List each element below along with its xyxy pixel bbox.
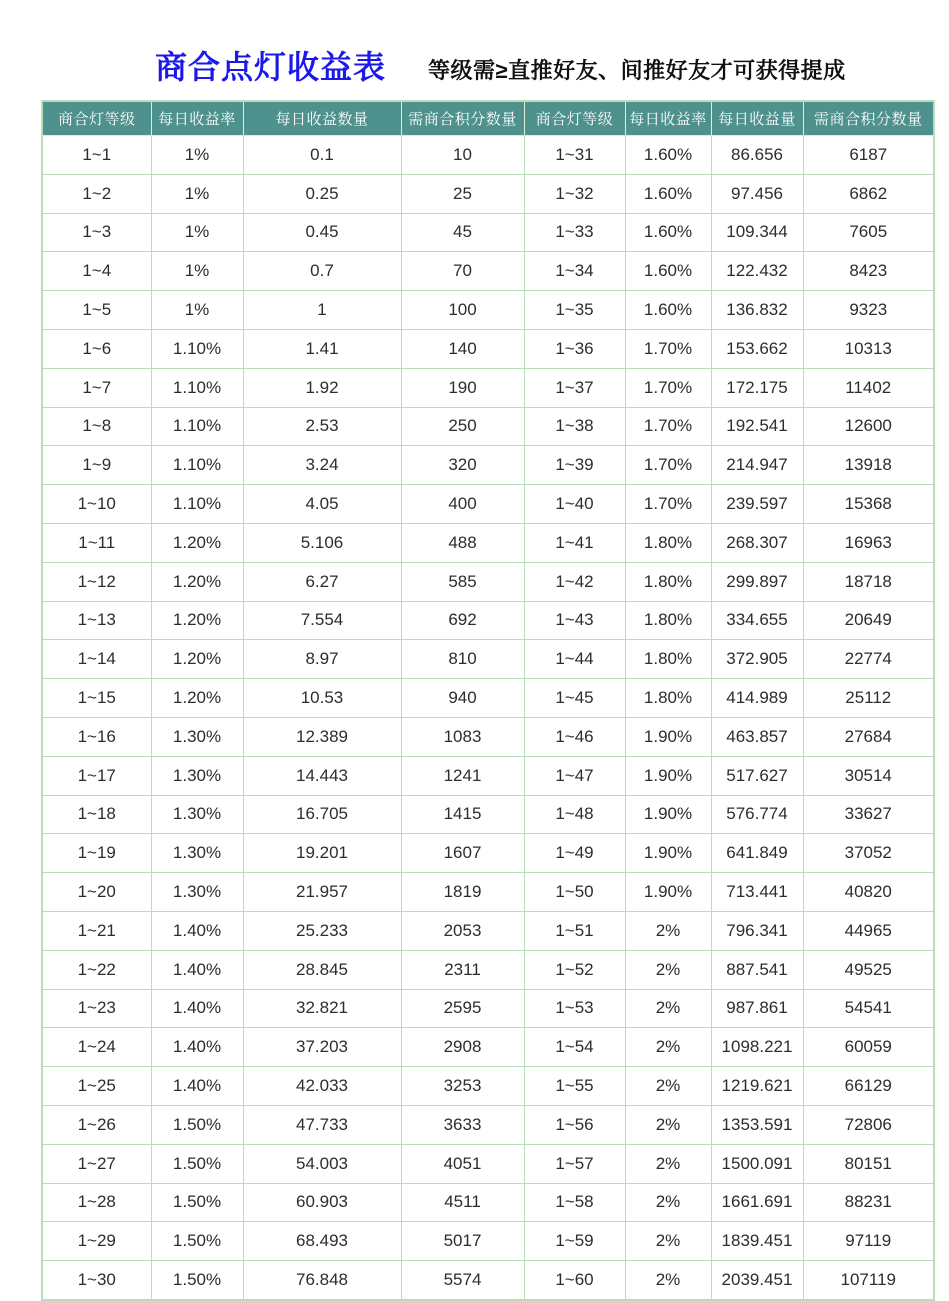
cell-right-level: 1~36: [524, 329, 625, 368]
table-row: [42, 911, 934, 950]
cell-left-daily-income: 0.25: [243, 174, 401, 213]
table-header: [42, 101, 934, 136]
cell-right-required-points: 80151: [803, 1144, 934, 1183]
cell-left-level: 1~30: [42, 1261, 151, 1300]
cell-right-required-points: 22774: [803, 640, 934, 679]
cell-left-level: 1~8: [42, 407, 151, 446]
cell-left-daily-rate: 1%: [151, 213, 243, 252]
cell-left-required-points: 1083: [401, 717, 524, 756]
cell-right-daily-rate: 1.60%: [625, 291, 711, 330]
cell-right-level: 1~42: [524, 562, 625, 601]
cell-right-daily-income: 109.344: [711, 213, 803, 252]
table-row: [42, 1105, 934, 1144]
cell-left-daily-income: 0.7: [243, 252, 401, 291]
cell-right-daily-rate: 1.80%: [625, 523, 711, 562]
cell-right-daily-income: 517.627: [711, 756, 803, 795]
cell-right-required-points: 30514: [803, 756, 934, 795]
cell-left-level: 1~9: [42, 446, 151, 485]
cell-right-daily-income: 414.989: [711, 679, 803, 718]
cell-right-daily-rate: 1.60%: [625, 213, 711, 252]
cell-right-daily-income: 641.849: [711, 834, 803, 873]
cell-left-level: 1~2: [42, 174, 151, 213]
cell-left-daily-rate: 1.20%: [151, 679, 243, 718]
cell-right-required-points: 10313: [803, 329, 934, 368]
cell-left-daily-rate: 1.20%: [151, 562, 243, 601]
cell-right-level: 1~57: [524, 1144, 625, 1183]
cell-left-daily-income: 8.97: [243, 640, 401, 679]
cell-right-level: 1~39: [524, 446, 625, 485]
cell-right-daily-rate: 2%: [625, 1105, 711, 1144]
table-body: [42, 136, 934, 1300]
cell-left-daily-income: 68.493: [243, 1222, 401, 1261]
cell-left-level: 1~1: [42, 136, 151, 175]
page-subtitle: 等级需≥直推好友、间推好友才可获得提成: [428, 58, 846, 83]
cell-right-daily-rate: 1.70%: [625, 446, 711, 485]
cell-left-level: 1~11: [42, 523, 151, 562]
cell-left-daily-rate: 1.40%: [151, 989, 243, 1028]
header-right-daily-rate: 每日收益率: [625, 101, 711, 136]
cell-left-required-points: 250: [401, 407, 524, 446]
cell-left-level: 1~7: [42, 368, 151, 407]
table-row: [42, 291, 934, 330]
cell-right-daily-income: 576.774: [711, 795, 803, 834]
cell-left-daily-rate: 1.30%: [151, 873, 243, 912]
cell-right-level: 1~54: [524, 1028, 625, 1067]
cell-right-level: 1~38: [524, 407, 625, 446]
table-row: [42, 795, 934, 834]
table-row: [42, 136, 934, 175]
cell-left-daily-income: 47.733: [243, 1105, 401, 1144]
cell-left-required-points: 3633: [401, 1105, 524, 1144]
header-left-daily-income: 每日收益数量: [243, 101, 401, 136]
table-row: [42, 174, 934, 213]
cell-right-daily-income: 1500.091: [711, 1144, 803, 1183]
cell-right-level: 1~53: [524, 989, 625, 1028]
header-left-required-points: 需商合积分数量: [401, 101, 524, 136]
cell-left-required-points: 1241: [401, 756, 524, 795]
cell-right-level: 1~52: [524, 950, 625, 989]
table-row: [42, 1144, 934, 1183]
cell-right-level: 1~56: [524, 1105, 625, 1144]
cell-left-level: 1~3: [42, 213, 151, 252]
cell-right-daily-rate: 2%: [625, 989, 711, 1028]
cell-left-level: 1~23: [42, 989, 151, 1028]
cell-right-required-points: 13918: [803, 446, 934, 485]
cell-left-level: 1~27: [42, 1144, 151, 1183]
cell-left-required-points: 585: [401, 562, 524, 601]
cell-right-level: 1~32: [524, 174, 625, 213]
cell-left-daily-rate: 1.30%: [151, 795, 243, 834]
cell-left-required-points: 2311: [401, 950, 524, 989]
cell-right-daily-rate: 2%: [625, 1183, 711, 1222]
cell-left-required-points: 2595: [401, 989, 524, 1028]
cell-left-daily-income: 42.033: [243, 1067, 401, 1106]
cell-left-daily-income: 25.233: [243, 911, 401, 950]
cell-left-daily-income: 1.41: [243, 329, 401, 368]
cell-right-daily-rate: 1.90%: [625, 873, 711, 912]
cell-left-daily-rate: 1.50%: [151, 1183, 243, 1222]
cell-right-required-points: 7605: [803, 213, 934, 252]
cell-left-required-points: 190: [401, 368, 524, 407]
cell-left-level: 1~22: [42, 950, 151, 989]
cell-left-daily-income: 0.45: [243, 213, 401, 252]
table-row: [42, 252, 934, 291]
cell-right-daily-rate: 2%: [625, 911, 711, 950]
cell-left-daily-income: 37.203: [243, 1028, 401, 1067]
cell-right-required-points: 11402: [803, 368, 934, 407]
cell-left-required-points: 5574: [401, 1261, 524, 1300]
table-row: [42, 485, 934, 524]
header-right-required-points: 需商合积分数量: [803, 101, 934, 136]
cell-left-daily-income: 1.92: [243, 368, 401, 407]
cell-right-daily-rate: 1.90%: [625, 756, 711, 795]
cell-right-required-points: 40820: [803, 873, 934, 912]
cell-right-required-points: 18718: [803, 562, 934, 601]
cell-left-daily-income: 3.24: [243, 446, 401, 485]
cell-left-level: 1~6: [42, 329, 151, 368]
cell-right-daily-rate: 2%: [625, 1028, 711, 1067]
cell-left-level: 1~10: [42, 485, 151, 524]
table-row: [42, 640, 934, 679]
table-row: [42, 562, 934, 601]
cell-right-level: 1~33: [524, 213, 625, 252]
cell-right-level: 1~43: [524, 601, 625, 640]
cell-right-daily-rate: 2%: [625, 1222, 711, 1261]
cell-right-daily-income: 214.947: [711, 446, 803, 485]
cell-left-daily-rate: 1.40%: [151, 950, 243, 989]
cell-left-daily-income: 2.53: [243, 407, 401, 446]
cell-left-level: 1~25: [42, 1067, 151, 1106]
cell-right-required-points: 15368: [803, 485, 934, 524]
cell-right-daily-rate: 1.80%: [625, 601, 711, 640]
cell-right-required-points: 49525: [803, 950, 934, 989]
cell-right-daily-rate: 1.70%: [625, 407, 711, 446]
cell-right-level: 1~48: [524, 795, 625, 834]
cell-right-daily-income: 1098.221: [711, 1028, 803, 1067]
cell-left-required-points: 3253: [401, 1067, 524, 1106]
table-row: [42, 1067, 934, 1106]
cell-right-level: 1~51: [524, 911, 625, 950]
cell-right-daily-income: 86.656: [711, 136, 803, 175]
cell-left-required-points: 400: [401, 485, 524, 524]
cell-left-daily-rate: 1.30%: [151, 834, 243, 873]
cell-left-daily-rate: 1.10%: [151, 329, 243, 368]
table-row: [42, 834, 934, 873]
cell-right-daily-rate: 1.90%: [625, 795, 711, 834]
cell-right-daily-income: 1353.591: [711, 1105, 803, 1144]
cell-right-required-points: 33627: [803, 795, 934, 834]
table-row: [42, 601, 934, 640]
cell-left-daily-rate: 1.30%: [151, 717, 243, 756]
cell-left-required-points: 140: [401, 329, 524, 368]
table-row: [42, 213, 934, 252]
cell-left-level: 1~14: [42, 640, 151, 679]
cell-left-daily-rate: 1%: [151, 291, 243, 330]
cell-left-required-points: 940: [401, 679, 524, 718]
table-row: [42, 717, 934, 756]
cell-right-required-points: 66129: [803, 1067, 934, 1106]
cell-right-daily-income: 713.441: [711, 873, 803, 912]
cell-right-daily-income: 372.905: [711, 640, 803, 679]
cell-left-required-points: 4511: [401, 1183, 524, 1222]
cell-left-daily-income: 5.106: [243, 523, 401, 562]
cell-left-level: 1~28: [42, 1183, 151, 1222]
cell-right-required-points: 6187: [803, 136, 934, 175]
cell-right-level: 1~50: [524, 873, 625, 912]
cell-left-required-points: 10: [401, 136, 524, 175]
cell-right-required-points: 54541: [803, 989, 934, 1028]
table-row: [42, 1222, 934, 1261]
cell-left-daily-rate: 1%: [151, 136, 243, 175]
cell-right-daily-income: 172.175: [711, 368, 803, 407]
cell-left-level: 1~24: [42, 1028, 151, 1067]
cell-left-required-points: 5017: [401, 1222, 524, 1261]
cell-left-daily-rate: 1.50%: [151, 1222, 243, 1261]
page-title: 商合点灯收益表: [155, 49, 387, 85]
cell-left-daily-income: 28.845: [243, 950, 401, 989]
cell-right-daily-income: 334.655: [711, 601, 803, 640]
cell-right-level: 1~31: [524, 136, 625, 175]
table-row: [42, 523, 934, 562]
cell-left-daily-rate: 1.10%: [151, 485, 243, 524]
cell-left-daily-income: 16.705: [243, 795, 401, 834]
cell-left-required-points: 2908: [401, 1028, 524, 1067]
cell-right-level: 1~34: [524, 252, 625, 291]
cell-right-required-points: 20649: [803, 601, 934, 640]
page-header: [0, 0, 949, 88]
header-row: [42, 101, 934, 136]
cell-right-daily-rate: 1.90%: [625, 717, 711, 756]
cell-right-daily-rate: 2%: [625, 1144, 711, 1183]
cell-left-daily-income: 32.821: [243, 989, 401, 1028]
cell-left-daily-rate: 1%: [151, 252, 243, 291]
table-row: [42, 989, 934, 1028]
cell-left-daily-rate: 1.20%: [151, 640, 243, 679]
cell-right-required-points: 27684: [803, 717, 934, 756]
cell-right-daily-rate: 1.60%: [625, 136, 711, 175]
cell-right-level: 1~58: [524, 1183, 625, 1222]
cell-left-level: 1~29: [42, 1222, 151, 1261]
cell-left-level: 1~17: [42, 756, 151, 795]
cell-right-required-points: 9323: [803, 291, 934, 330]
earnings-table: [41, 100, 935, 1301]
cell-right-required-points: 88231: [803, 1183, 934, 1222]
cell-right-daily-rate: 1.60%: [625, 252, 711, 291]
cell-right-daily-rate: 1.70%: [625, 329, 711, 368]
header-left-level: 商合灯等级: [42, 101, 151, 136]
cell-left-daily-rate: 1.50%: [151, 1105, 243, 1144]
cell-right-level: 1~60: [524, 1261, 625, 1300]
cell-left-daily-rate: 1.50%: [151, 1261, 243, 1300]
cell-right-daily-rate: 1.80%: [625, 640, 711, 679]
cell-right-required-points: 60059: [803, 1028, 934, 1067]
cell-left-daily-income: 19.201: [243, 834, 401, 873]
cell-right-daily-rate: 1.70%: [625, 368, 711, 407]
cell-left-level: 1~26: [42, 1105, 151, 1144]
cell-right-daily-income: 122.432: [711, 252, 803, 291]
cell-right-daily-income: 987.861: [711, 989, 803, 1028]
cell-right-daily-income: 2039.451: [711, 1261, 803, 1300]
cell-left-daily-income: 10.53: [243, 679, 401, 718]
cell-left-daily-income: 1: [243, 291, 401, 330]
cell-right-daily-income: 796.341: [711, 911, 803, 950]
cell-right-required-points: 6862: [803, 174, 934, 213]
cell-left-required-points: 692: [401, 601, 524, 640]
cell-right-daily-rate: 1.80%: [625, 679, 711, 718]
cell-right-daily-rate: 2%: [625, 950, 711, 989]
header-right-level: 商合灯等级: [524, 101, 625, 136]
cell-right-level: 1~37: [524, 368, 625, 407]
cell-left-level: 1~12: [42, 562, 151, 601]
cell-left-daily-rate: 1.40%: [151, 911, 243, 950]
cell-right-required-points: 44965: [803, 911, 934, 950]
table-row: [42, 368, 934, 407]
cell-left-daily-income: 7.554: [243, 601, 401, 640]
cell-right-required-points: 72806: [803, 1105, 934, 1144]
cell-left-required-points: 1415: [401, 795, 524, 834]
cell-right-required-points: 16963: [803, 523, 934, 562]
cell-left-level: 1~5: [42, 291, 151, 330]
cell-left-daily-income: 76.848: [243, 1261, 401, 1300]
cell-right-level: 1~49: [524, 834, 625, 873]
cell-left-level: 1~21: [42, 911, 151, 950]
cell-left-daily-income: 4.05: [243, 485, 401, 524]
cell-right-daily-rate: 1.80%: [625, 562, 711, 601]
cell-right-required-points: 25112: [803, 679, 934, 718]
cell-left-daily-rate: 1.30%: [151, 756, 243, 795]
cell-right-required-points: 97119: [803, 1222, 934, 1261]
cell-right-level: 1~59: [524, 1222, 625, 1261]
cell-left-required-points: 810: [401, 640, 524, 679]
cell-right-required-points: 107119: [803, 1261, 934, 1300]
cell-right-daily-rate: 1.70%: [625, 485, 711, 524]
cell-right-required-points: 8423: [803, 252, 934, 291]
cell-left-daily-rate: 1.20%: [151, 601, 243, 640]
cell-left-level: 1~19: [42, 834, 151, 873]
cell-right-level: 1~45: [524, 679, 625, 718]
table-row: [42, 950, 934, 989]
cell-right-required-points: 12600: [803, 407, 934, 446]
cell-left-daily-rate: 1.20%: [151, 523, 243, 562]
cell-left-required-points: 1819: [401, 873, 524, 912]
table-row: [42, 756, 934, 795]
cell-right-daily-rate: 1.90%: [625, 834, 711, 873]
cell-right-level: 1~55: [524, 1067, 625, 1106]
table-row: [42, 873, 934, 912]
cell-right-daily-income: 887.541: [711, 950, 803, 989]
cell-left-level: 1~4: [42, 252, 151, 291]
cell-left-required-points: 70: [401, 252, 524, 291]
cell-left-required-points: 2053: [401, 911, 524, 950]
cell-left-daily-rate: 1.10%: [151, 407, 243, 446]
cell-right-level: 1~44: [524, 640, 625, 679]
header-left-daily-rate: 每日收益率: [151, 101, 243, 136]
cell-right-level: 1~40: [524, 485, 625, 524]
cell-left-daily-income: 60.903: [243, 1183, 401, 1222]
cell-left-daily-rate: 1%: [151, 174, 243, 213]
cell-left-level: 1~16: [42, 717, 151, 756]
cell-left-daily-rate: 1.50%: [151, 1144, 243, 1183]
table-row: [42, 446, 934, 485]
table-row: [42, 679, 934, 718]
cell-left-daily-income: 6.27: [243, 562, 401, 601]
cell-right-daily-income: 97.456: [711, 174, 803, 213]
cell-right-daily-rate: 1.60%: [625, 174, 711, 213]
cell-right-daily-income: 1661.691: [711, 1183, 803, 1222]
cell-right-daily-income: 1839.451: [711, 1222, 803, 1261]
cell-right-daily-income: 268.307: [711, 523, 803, 562]
cell-right-level: 1~47: [524, 756, 625, 795]
cell-right-daily-income: 192.541: [711, 407, 803, 446]
cell-left-level: 1~18: [42, 795, 151, 834]
cell-left-required-points: 45: [401, 213, 524, 252]
table-row: [42, 1028, 934, 1067]
cell-left-daily-income: 0.1: [243, 136, 401, 175]
cell-left-required-points: 25: [401, 174, 524, 213]
table-row: [42, 1261, 934, 1300]
cell-right-daily-rate: 2%: [625, 1261, 711, 1300]
table-row: [42, 1183, 934, 1222]
cell-right-daily-income: 136.832: [711, 291, 803, 330]
cell-right-level: 1~35: [524, 291, 625, 330]
cell-left-required-points: 320: [401, 446, 524, 485]
cell-left-daily-income: 21.957: [243, 873, 401, 912]
cell-right-daily-income: 153.662: [711, 329, 803, 368]
cell-left-daily-income: 12.389: [243, 717, 401, 756]
cell-right-daily-income: 239.597: [711, 485, 803, 524]
cell-right-daily-income: 1219.621: [711, 1067, 803, 1106]
table-row: [42, 329, 934, 368]
cell-right-level: 1~41: [524, 523, 625, 562]
cell-right-daily-income: 463.857: [711, 717, 803, 756]
cell-left-daily-rate: 1.10%: [151, 368, 243, 407]
cell-left-required-points: 1607: [401, 834, 524, 873]
cell-left-daily-rate: 1.10%: [151, 446, 243, 485]
cell-left-level: 1~20: [42, 873, 151, 912]
cell-left-required-points: 488: [401, 523, 524, 562]
cell-left-level: 1~15: [42, 679, 151, 718]
cell-left-required-points: 4051: [401, 1144, 524, 1183]
cell-right-daily-income: 299.897: [711, 562, 803, 601]
cell-left-level: 1~13: [42, 601, 151, 640]
cell-right-required-points: 37052: [803, 834, 934, 873]
cell-left-daily-income: 14.443: [243, 756, 401, 795]
cell-left-daily-rate: 1.40%: [151, 1028, 243, 1067]
cell-right-daily-rate: 2%: [625, 1067, 711, 1106]
cell-left-required-points: 100: [401, 291, 524, 330]
cell-left-daily-income: 54.003: [243, 1144, 401, 1183]
cell-left-daily-rate: 1.40%: [151, 1067, 243, 1106]
header-right-daily-income: 每日收益量: [711, 101, 803, 136]
table-row: [42, 407, 934, 446]
cell-right-level: 1~46: [524, 717, 625, 756]
